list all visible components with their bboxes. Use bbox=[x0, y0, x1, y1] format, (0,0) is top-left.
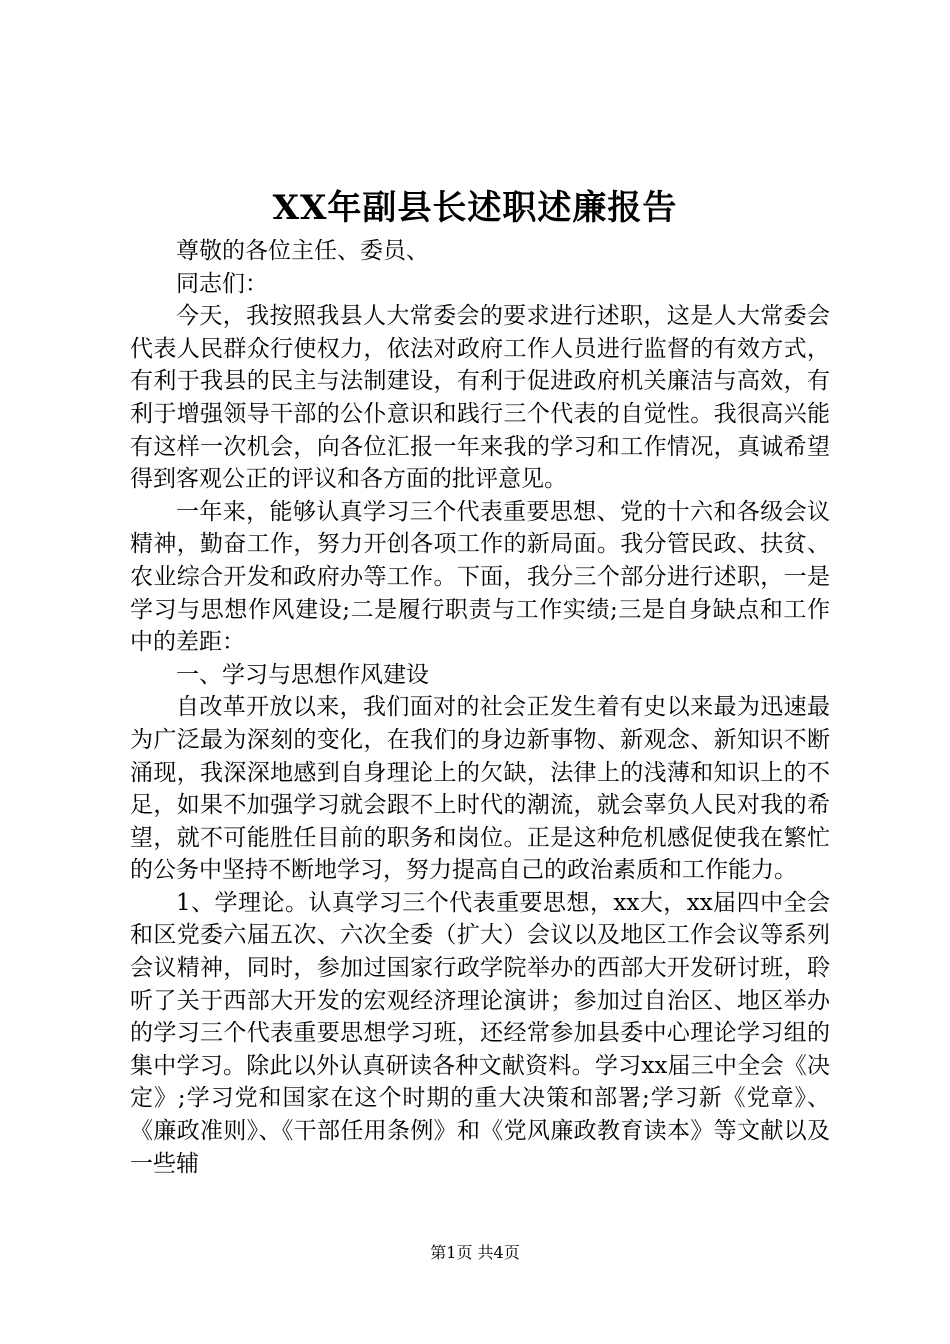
section-heading-1: 一、学习与思想作风建设 bbox=[176, 661, 429, 688]
page-indicator: 第1页 共4页 bbox=[430, 1243, 520, 1262]
paragraph-intro: 今天，我按照我县人大常委会的要求进行述职，这是人大常委会代表人民群众行使权力，依法对政府工作人员进行监督的有效方式，有利于我县的民主与法制建设，有利于促进政府机关廉洁与高效，有利于增强领导干部的公仆意识和践行三个代表的自觉性。我很高兴能有这样一次机会，向各位汇报一年来我的学习和工作情况，真诚希望得到客观公正的评议和各方面的批评意见。 bbox=[130, 303, 830, 493]
paragraph-section-1: 自改革开放以来，我们面对的社会正发生着有史以来最为迅速最为广泛最为深刻的变化，在我们的身边新事物、新观念、新知识不断涌现，我深深地感到自身理论上的欠缺，法律上的浅薄和知识上的不足，如果不加强学习就会跟不上时代的潮流，就会辜负人民对我的希望，就不可能胜任目前的职务和岗位。正是这种危机感促使我在繁忙的公务中坚持不断地学习，努力提高自己的政治素质和工作能力。 bbox=[130, 694, 830, 884]
document-title: XX年副县长述职述廉报告 bbox=[272, 188, 678, 228]
salutation-line-1: 尊敬的各位主任、委员、 bbox=[176, 238, 429, 264]
salutation-line-2: 同志们： bbox=[176, 270, 268, 297]
paragraph-study-theory: 1、学理论。认真学习三个代表重要思想，xx大，xx届四中全会和区党委六届五次、六次全委（扩大）会议以及地区工作会议等系列会议精神，同时，参加过国家行政学院举办的西部大开发研讨班，聆听了关于西部大开发的宏观经济理论演讲；参加过自治区、地区举办的学习三个代表重要思想学习班，还经常参加县委中心理论学习组的集中学习。除此以外认真研读各种文献资料。学习xx届三中全会《决定》;学习党和国家在这个时期的重大决策和部署;学习新《党章》、《廉政准则》、《干部任用条例》和《党风廉政教育读本》等文献以及一些辅 bbox=[130, 889, 830, 1177]
document-body bbox=[130, 235, 830, 1180]
paragraph-overview: 一年来，能够认真学习三个代表重要思想、党的十六和各级会议精神，勤奋工作，努力开创各项工作的新局面。我分管民政、扶贫、农业综合开发和政府办等工作。下面，我分三个部分进行述职，一是学习与思想作风建设;二是履行职责与工作实绩;三是自身缺点和工作中的差距： bbox=[130, 498, 830, 656]
